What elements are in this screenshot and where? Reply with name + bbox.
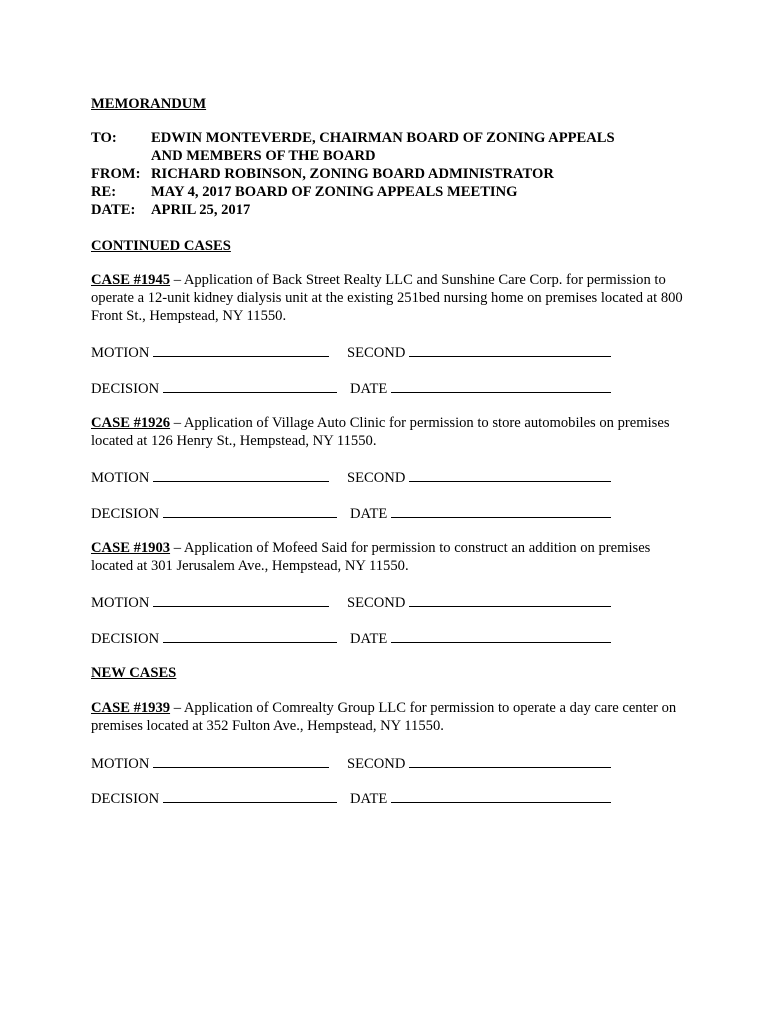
motion-line: [91, 345, 329, 361]
re-label: RE:: [91, 184, 117, 200]
second-label: SECOND: [347, 345, 406, 361]
date-line: [350, 381, 611, 397]
motion-blank[interactable]: [153, 595, 329, 607]
date-blank[interactable]: [391, 791, 611, 803]
to-value-continued: AND MEMBERS OF THE BOARD: [151, 148, 376, 164]
second-line: [347, 595, 611, 611]
decision-line: [91, 381, 337, 397]
second-blank[interactable]: [409, 345, 611, 357]
memo-heading: MEMORANDUM: [91, 96, 207, 112]
case-number: CASE #1945: [91, 272, 171, 288]
second-label: SECOND: [347, 470, 406, 486]
case-text: – Application of Comrealty Group LLC for permission to operate a day care center on premises located at 352 Fulton Ave., Hempstead, NY 11550.: [91, 700, 677, 734]
from-value: RICHARD ROBINSON, ZONING BOARD ADMINISTRATOR: [151, 166, 554, 182]
date-label-field: DATE: [350, 791, 388, 807]
date-line: [350, 506, 611, 522]
second-line: [347, 345, 611, 361]
case-1939-description: [91, 699, 691, 735]
from-label: FROM:: [91, 166, 141, 182]
section-title-continued-cases: CONTINUED CASES: [91, 238, 231, 254]
motion-label: MOTION: [91, 470, 150, 486]
decision-line: [91, 631, 337, 647]
motion-line: [91, 470, 329, 486]
second-blank[interactable]: [409, 595, 611, 607]
decision-blank[interactable]: [163, 381, 337, 393]
motion-line: [91, 756, 329, 772]
case-number: CASE #1939: [91, 700, 171, 716]
date-label-field: DATE: [350, 381, 388, 397]
date-blank[interactable]: [391, 381, 611, 393]
second-blank[interactable]: [409, 756, 611, 768]
section-title-new-cases: NEW CASES: [91, 665, 177, 681]
date-line: [350, 791, 611, 807]
case-text: – Application of Village Auto Clinic for permission to store automobiles on premises located at 126 Henry St., Hempstead, NY 11550.: [91, 415, 670, 449]
motion-line: [91, 595, 329, 611]
date-label-field: DATE: [350, 631, 388, 647]
case-number: CASE #1926: [91, 415, 171, 431]
decision-blank[interactable]: [163, 791, 337, 803]
case-1945-description: [91, 271, 691, 325]
date-value: APRIL 25, 2017: [151, 202, 251, 218]
second-label: SECOND: [347, 756, 406, 772]
second-line: [347, 470, 611, 486]
motion-blank[interactable]: [153, 756, 329, 768]
decision-label: DECISION: [91, 506, 160, 522]
motion-label: MOTION: [91, 595, 150, 611]
to-label: TO:: [91, 130, 117, 146]
second-blank[interactable]: [409, 470, 611, 482]
motion-label: MOTION: [91, 345, 150, 361]
decision-label: DECISION: [91, 631, 160, 647]
case-text: – Application of Mofeed Said for permission to construct an addition on premises located at 301 Jerusalem Ave., Hempstead, NY 11550.: [91, 540, 651, 574]
case-1926-description: [91, 414, 691, 450]
motion-blank[interactable]: [153, 345, 329, 357]
re-value: MAY 4, 2017 BOARD OF ZONING APPEALS MEETING: [151, 184, 518, 200]
case-text: – Application of Back Street Realty LLC and Sunshine Care Corp. for permission to operate a 12-unit kidney dialysis unit at the existing 251bed nursing home on premises located at 800 Front St., Hempstead, NY 11550.: [91, 272, 683, 324]
second-label: SECOND: [347, 595, 406, 611]
case-number: CASE #1903: [91, 540, 171, 556]
second-line: [347, 756, 611, 772]
decision-label: DECISION: [91, 791, 160, 807]
case-1903-description: [91, 539, 691, 575]
decision-line: [91, 791, 337, 807]
date-blank[interactable]: [391, 506, 611, 518]
decision-line: [91, 506, 337, 522]
to-value: EDWIN MONTEVERDE, CHAIRMAN BOARD OF ZONING APPEALS: [151, 130, 615, 146]
decision-label: DECISION: [91, 381, 160, 397]
date-line: [350, 631, 611, 647]
motion-label: MOTION: [91, 756, 150, 772]
decision-blank[interactable]: [163, 631, 337, 643]
date-blank[interactable]: [391, 631, 611, 643]
date-label-field: DATE: [350, 506, 388, 522]
date-label: DATE:: [91, 202, 136, 218]
decision-blank[interactable]: [163, 506, 337, 518]
motion-blank[interactable]: [153, 470, 329, 482]
